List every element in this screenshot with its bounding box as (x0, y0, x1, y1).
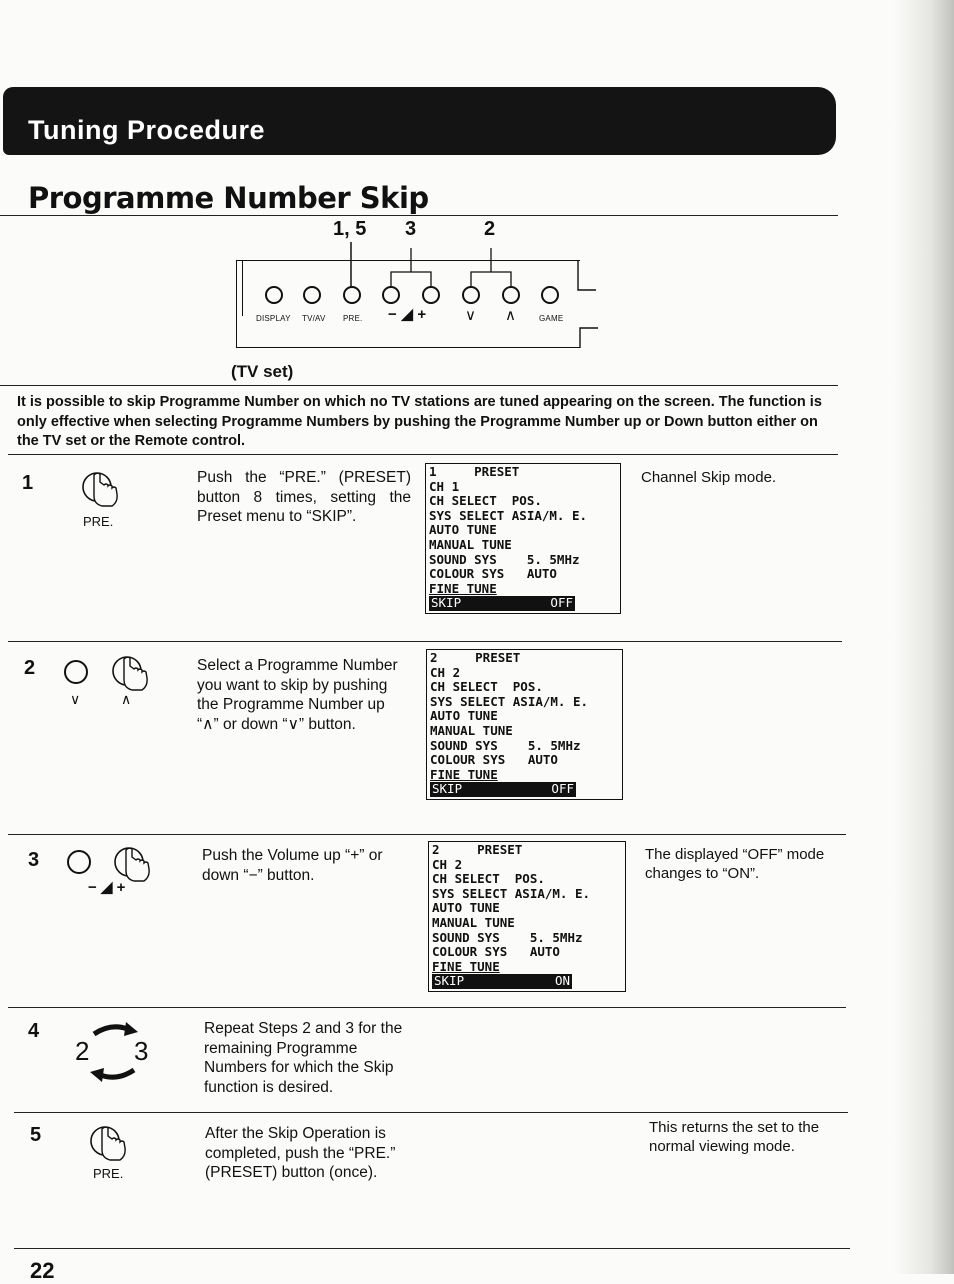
menu-line: AUTO TUNE (429, 522, 497, 538)
finger-press-icon (80, 470, 124, 514)
menu-line: 1 PRESET (429, 464, 520, 479)
menu-line: AUTO TUNE (432, 900, 500, 916)
menu-line: FINE TUNE (432, 958, 500, 974)
down-button-icon (64, 660, 88, 684)
step-3-number: 3 (28, 849, 40, 871)
cycle-step-3: 3 (134, 1036, 149, 1066)
scan-edge-shading (894, 0, 954, 1274)
menu-line: SOUND SYS 5. 5MHz (430, 737, 581, 753)
menu-line: FINE TUNE (430, 766, 498, 782)
game-button[interactable] (541, 286, 559, 304)
step-5-number: 5 (30, 1124, 42, 1146)
finger-press-icon (88, 1124, 132, 1168)
step-3-text: Push the Volume up “+” or down “−” button. (202, 847, 383, 884)
game-label: GAME (539, 314, 564, 323)
menu-line: MANUAL TUNE (429, 536, 512, 552)
menu-line: 2 PRESET (430, 650, 521, 665)
tv-front-panel (236, 260, 580, 348)
menu-line: CH 1 (429, 478, 460, 494)
menu-line: CH 2 (432, 856, 463, 872)
menu-line: 2 PRESET (432, 842, 523, 857)
menu-skip-highlight (432, 974, 572, 989)
bottom-rule (14, 1248, 850, 1249)
callout-programme: 2 (484, 218, 496, 240)
down-label: ∨ (465, 307, 477, 324)
skip-label: SKIP (431, 595, 462, 611)
skip-label: SKIP (434, 973, 465, 989)
step-3-rule (8, 1007, 846, 1008)
step-3-preset-menu (428, 841, 626, 992)
header-title: Tuning Procedure (28, 115, 266, 145)
menu-skip-highlight (430, 782, 576, 797)
volume-label: − ◢ + (388, 306, 427, 323)
step-1-note: Channel Skip mode. (641, 469, 777, 486)
menu-line: CH SELECT POS. (429, 493, 542, 509)
volume-symbol: − ◢ + (88, 879, 126, 896)
step-4-text: Repeat Steps 2 and 3 for the remaining Programme Numbers for which the Skip function is desired. (204, 1020, 403, 1096)
step-2-number: 2 (24, 657, 36, 679)
programme-down-button[interactable] (462, 286, 480, 304)
step-1-icon-label: PRE. (83, 514, 114, 529)
step-3-note: The displayed “OFF” mode changes to “ON”. (645, 846, 825, 882)
volume-up-button[interactable] (422, 286, 440, 304)
step-5-text: After the Skip Operation is completed, push the “PRE.” (PRESET) button (once). (205, 1125, 396, 1181)
step-5-note: This returns the set to the normal viewing mode. (649, 1119, 820, 1155)
title-rule (0, 215, 838, 216)
finger-press-icon (110, 654, 154, 698)
step-1-rule (8, 641, 842, 642)
volume-down-button-icon (67, 850, 91, 874)
skip-value: OFF (551, 781, 574, 797)
page-number: 22 (30, 1258, 55, 1283)
menu-skip-highlight (429, 596, 575, 611)
menu-line: FINE TUNE (429, 580, 497, 596)
section-title: Programme Number Skip (28, 181, 429, 215)
step-5-icon-label: PRE. (93, 1166, 124, 1181)
programme-up-button[interactable] (502, 286, 520, 304)
panel-notch (236, 260, 243, 316)
menu-line: COLOUR SYS AUTO (432, 944, 560, 960)
up-symbol: ∧ (121, 691, 132, 707)
step-4-rule (14, 1112, 848, 1113)
menu-line: SYS SELECT ASIA/M. E. (430, 693, 589, 709)
menu-line: AUTO TUNE (430, 708, 498, 724)
menu-line: COLOUR SYS AUTO (430, 752, 558, 768)
menu-line: MANUAL TUNE (430, 722, 513, 738)
menu-line: CH SELECT POS. (430, 679, 543, 695)
display-label: DISPLAY (256, 314, 291, 323)
step-1-preset-menu (425, 463, 621, 614)
cycle-step-2: 2 (75, 1036, 90, 1066)
down-symbol: ∨ (70, 691, 81, 707)
tv-av-button[interactable] (303, 286, 321, 304)
skip-value: ON (554, 973, 570, 989)
step-2-text: Select a Programme Number you want to skip by pushing the Programme Number up “∧” or down “∨” button. (197, 657, 398, 733)
skip-label: SKIP (432, 781, 463, 797)
step-1-text: Push the “PRE.” (PRESET) button 8 times, setting the Preset menu to “SKIP”. (197, 469, 411, 525)
callout-volume: 3 (405, 218, 417, 240)
menu-line: SYS SELECT ASIA/M. E. (429, 507, 588, 523)
diagram-caption: (TV set) (231, 362, 294, 381)
step-2-rule (8, 834, 846, 835)
display-button[interactable] (265, 286, 283, 304)
pre-label: PRE. (343, 314, 363, 323)
up-label: ∧ (505, 307, 517, 324)
menu-line: SOUND SYS 5. 5MHz (429, 551, 580, 567)
menu-line: CH 2 (430, 664, 461, 680)
step-1-number: 1 (22, 472, 34, 494)
menu-line: SOUND SYS 5. 5MHz (432, 929, 583, 945)
menu-line: SYS SELECT ASIA/M. E. (432, 885, 591, 901)
tv-av-label: TV/AV (302, 314, 326, 323)
pre-button[interactable] (343, 286, 361, 304)
step-2-preset-menu (426, 649, 623, 800)
callout-pre: 1, 5 (333, 218, 367, 240)
menu-line: MANUAL TUNE (432, 914, 515, 930)
volume-down-button[interactable] (382, 286, 400, 304)
step-4-number: 4 (28, 1020, 40, 1042)
menu-line: CH SELECT POS. (432, 871, 545, 887)
skip-value: OFF (550, 595, 573, 611)
intro-top-rule (0, 385, 838, 386)
intro-bottom-rule (8, 454, 838, 455)
intro-paragraph: It is possible to skip Programme Number on which no TV stations are tuned appearing on the screen. The function is only effective when selecting Programme Numbers by pushing the Programme Number up or Down button either on the TV set or the Remote control. (17, 394, 822, 449)
menu-line: COLOUR SYS AUTO (429, 566, 557, 582)
